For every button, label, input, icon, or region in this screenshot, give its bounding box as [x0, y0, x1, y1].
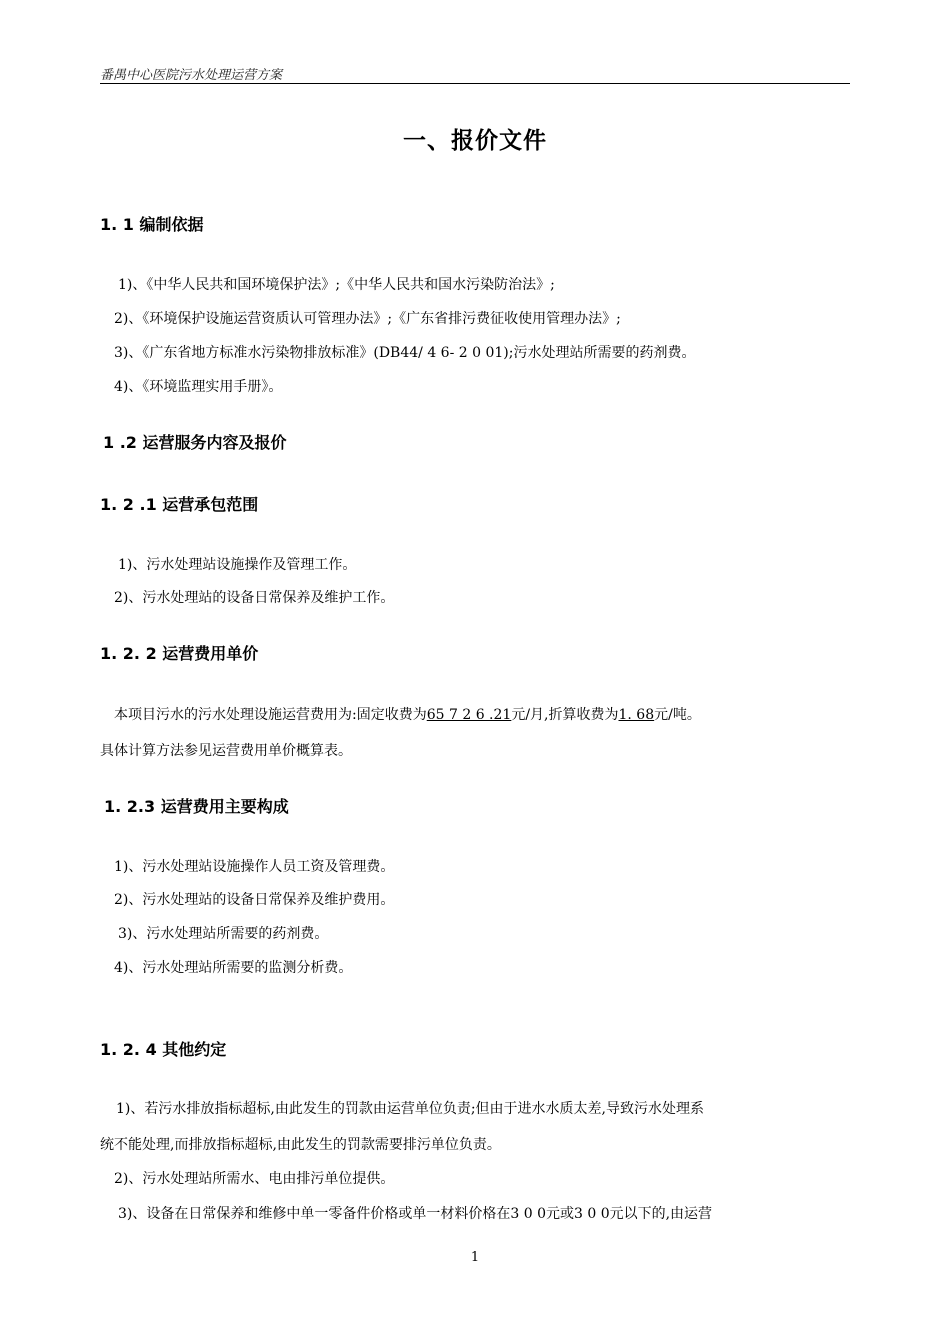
section-heading-1-2-1: 1. 2 .1 运营承包范围: [100, 495, 259, 514]
section-heading-1-1: 1. 1 编制依据: [100, 215, 204, 234]
section-heading-1-2-3: 1. 2.3 运营费用主要构成: [104, 797, 289, 816]
document-title: 一、报价文件: [403, 128, 547, 154]
section-heading-1-2-2: 1. 2. 2 运营费用单价: [100, 644, 259, 663]
list-item: 2)、污水处理站的设备日常保养及维护工作。: [114, 590, 395, 606]
page-header: 番禺中心医院污水处理运营方案: [100, 68, 283, 83]
list-item: 2)、污水处理站所需水、电由排污单位提供。: [114, 1171, 395, 1187]
list-item: 1)、污水处理站设施操作及管理工作。: [118, 557, 357, 573]
list-item: 1)、《中华人民共和国环境保护法》;《中华人民共和国水污染防治法》;: [118, 277, 555, 293]
fee-paragraph-line2: 具体计算方法参见运营费用单价概算表。: [100, 743, 352, 759]
list-item: 1)、污水处理站设施操作人员工资及管理费。: [114, 859, 395, 875]
list-item: 2)、《环境保护设施运营资质认可管理办法》;《广东省排污费征收使用管理办法》;: [114, 311, 621, 327]
list-item: 3)、《广东省地方标准水污染物排放标准》(DB44/ 4 6- 2 0 01);污水处理站所需要的药剂费。: [114, 345, 696, 361]
unit-fee-value: 1. 68: [618, 707, 655, 723]
fixed-fee-value: 65 7 2 6 .21: [426, 707, 512, 723]
list-item: 1)、若污水排放指标超标,由此发生的罚款由运营单位负责;但由于进水水质太差,导致污水处理系: [116, 1101, 704, 1117]
page-number: 1: [470, 1250, 480, 1265]
header-divider: [100, 83, 850, 84]
list-item: 4)、污水处理站所需要的监测分析费。: [114, 960, 353, 976]
list-item: 3)、污水处理站所需要的药剂费。: [118, 926, 329, 942]
list-item: 4)、《环境监理实用手册》。: [114, 379, 283, 395]
list-item: 2)、污水处理站的设备日常保养及维护费用。: [114, 892, 395, 908]
list-item: 3)、设备在日常保养和维修中单一零备件价格或单一材料价格在3 0 0元或3 0 0元以下的,由运营: [118, 1206, 713, 1222]
fee-text-prefix: 本项目污水的污水处理设施运营费用为:固定收费为: [114, 707, 427, 723]
section-heading-1-2-4: 1. 2. 4 其他约定: [100, 1040, 227, 1059]
fee-text-mid: 元/月,折算收费为: [511, 707, 619, 723]
list-item-continuation: 统不能处理,而排放指标超标,由此发生的罚款需要排污单位负责。: [100, 1137, 501, 1153]
section-heading-1-2: 1 .2 运营服务内容及报价: [103, 433, 287, 452]
fee-paragraph: [114, 704, 701, 724]
fee-text-suffix: 元/吨。: [654, 707, 701, 723]
